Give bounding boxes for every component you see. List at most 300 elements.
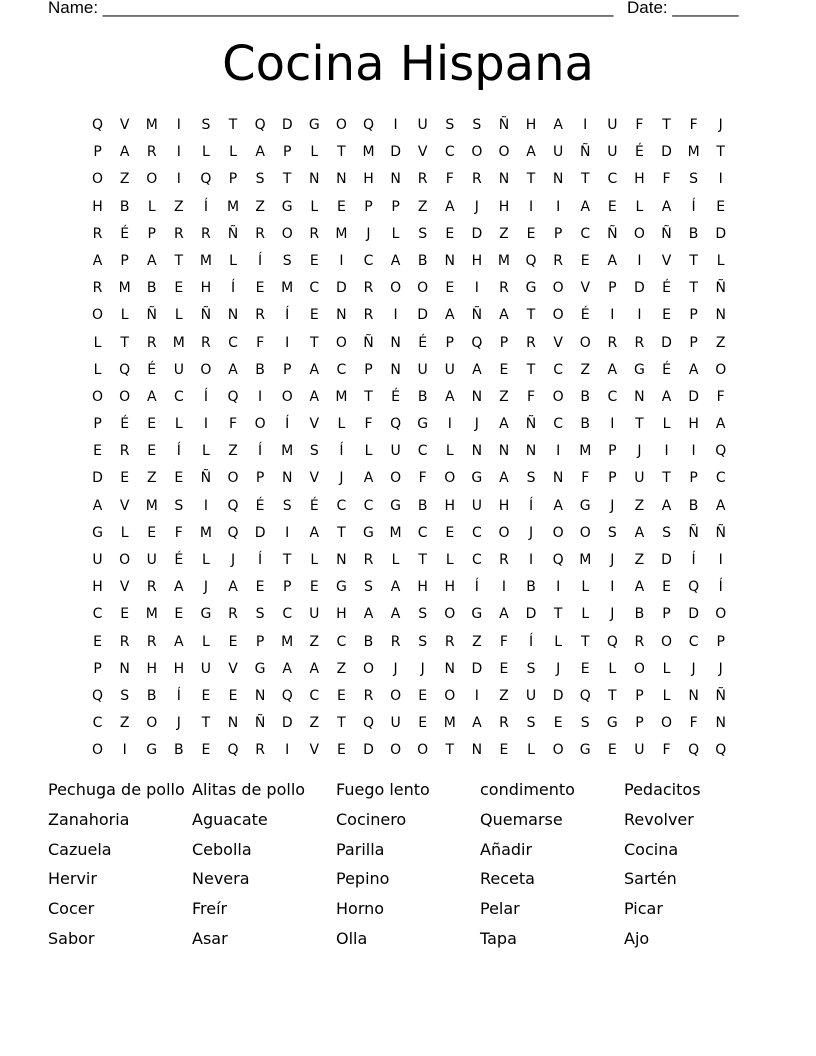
- grid-letter: Z: [336, 660, 347, 677]
- grid-letter: Í: [258, 443, 263, 460]
- grid-letter: B: [417, 497, 428, 514]
- grid-letter: R: [417, 171, 428, 188]
- grid-letter: P: [255, 470, 265, 487]
- grid-letter: E: [445, 280, 455, 297]
- grid-letter: P: [93, 660, 102, 677]
- grid-letter: L: [202, 144, 210, 161]
- grid-letter: E: [147, 443, 157, 460]
- grid-letter: S: [255, 171, 265, 188]
- word-list-item: Hervir: [48, 869, 97, 889]
- grid-letter: D: [390, 144, 401, 161]
- grid-letter: R: [309, 225, 320, 242]
- grid-letter: R: [146, 334, 157, 351]
- grid-letter: O: [661, 633, 673, 650]
- grid-letter: O: [146, 715, 158, 732]
- grid-letter: P: [689, 334, 698, 351]
- grid-letter: E: [418, 715, 428, 732]
- grid-letter: R: [607, 334, 618, 351]
- grid-letter: N: [715, 715, 726, 732]
- grid-letter: M: [199, 524, 212, 541]
- grid-letter: O: [119, 552, 131, 568]
- grid-letter: R: [499, 552, 509, 568]
- grid-letter: R: [119, 443, 130, 460]
- grid-letter: O: [633, 660, 645, 677]
- grid-letter: O: [390, 280, 402, 297]
- grid-letter: Ñ: [688, 524, 699, 541]
- grid-letter: J: [718, 660, 723, 677]
- grid-letter: M: [281, 633, 294, 650]
- grid-row: [84, 275, 734, 302]
- grid-letter: Ñ: [146, 307, 157, 324]
- grid-letter: I: [718, 552, 723, 568]
- page-title: Cocina Hispana: [222, 36, 594, 92]
- grid-letter: L: [174, 307, 183, 324]
- grid-letter: Q: [200, 171, 212, 188]
- grid-letter: U: [309, 606, 320, 623]
- grid-letter: B: [688, 497, 699, 514]
- grid-letter: O: [661, 715, 673, 732]
- grid-letter: Í: [718, 579, 723, 596]
- grid-letter: É: [255, 497, 265, 514]
- grid-letter: R: [499, 280, 509, 297]
- grid-letter: V: [553, 334, 563, 351]
- grid-letter: A: [390, 606, 401, 623]
- grid-letter: Z: [119, 171, 130, 188]
- word-list-item: Olla: [336, 928, 368, 948]
- grid-letter: T: [418, 552, 427, 568]
- word-list-item: Pechuga de pollo: [48, 780, 185, 799]
- grid-letter: S: [662, 524, 671, 541]
- grid-letter: E: [662, 579, 671, 596]
- grid-letter: A: [444, 198, 455, 215]
- grid-letter: V: [309, 742, 320, 759]
- word-list-item: Cazuela: [48, 839, 112, 859]
- grid-letter: P: [147, 225, 156, 242]
- grid-letter: T: [580, 171, 590, 188]
- grid-letter: C: [228, 334, 238, 351]
- grid-letter: C: [336, 633, 347, 650]
- grid-letter: I: [556, 579, 561, 596]
- grid-letter: F: [174, 524, 183, 541]
- grid-letter: I: [691, 443, 696, 460]
- grid-letter: E: [499, 742, 509, 759]
- grid-letter: J: [474, 198, 479, 215]
- grid-letter: É: [634, 144, 644, 161]
- grid-letter: I: [203, 497, 208, 514]
- grid-letter: I: [285, 524, 290, 541]
- grid-letter: Z: [417, 198, 428, 215]
- grid-row: [84, 302, 734, 329]
- grid-letter: A: [228, 579, 238, 596]
- grid-letter: A: [499, 606, 509, 623]
- grid-letter: O: [633, 225, 645, 242]
- grid-letter: R: [255, 742, 265, 759]
- grid-letter: U: [92, 552, 103, 568]
- grid-letter: N: [444, 252, 455, 269]
- grid-letter: P: [93, 416, 102, 433]
- grid-letter: O: [444, 470, 456, 487]
- grid-letter: O: [417, 742, 429, 759]
- grid-letter: A: [309, 524, 320, 541]
- grid-letter: R: [173, 225, 184, 242]
- grid-letter: A: [553, 117, 563, 133]
- grid-letter: Q: [606, 633, 618, 650]
- grid-letter: L: [445, 552, 454, 568]
- grid-letter: G: [579, 742, 591, 759]
- grid-letter: B: [255, 361, 265, 378]
- name-field-label[interactable]: Name: ______________________________________________________: [48, 0, 614, 17]
- grid-letter: M: [335, 388, 348, 405]
- grid-letter: E: [336, 742, 346, 759]
- grid-letter: G: [335, 579, 347, 596]
- grid-row: [84, 139, 734, 166]
- grid-letter: L: [608, 660, 617, 677]
- grid-letter: P: [282, 361, 292, 378]
- grid-letter: J: [610, 552, 615, 568]
- grid-letter: N: [498, 443, 510, 460]
- grid-letter: R: [553, 252, 563, 269]
- grid-letter: O: [92, 742, 104, 759]
- grid-letter: C: [607, 388, 618, 405]
- grid-letter: O: [362, 660, 374, 677]
- grid-letter: U: [444, 361, 455, 378]
- grid-letter: Ñ: [525, 416, 537, 433]
- grid-letter: E: [147, 416, 157, 433]
- grid-letter: O: [390, 470, 402, 487]
- grid-letter: C: [471, 552, 482, 568]
- grid-letter: O: [119, 388, 131, 405]
- grid-letter: C: [607, 171, 618, 188]
- grid-letter: N: [552, 171, 564, 188]
- word-list-item: Asar: [192, 928, 228, 948]
- grid-letter: I: [447, 416, 452, 433]
- grid-letter: P: [635, 715, 644, 732]
- grid-letter: R: [363, 307, 374, 324]
- grid-letter: M: [226, 198, 240, 215]
- grid-letter: D: [417, 307, 429, 324]
- grid-letter: A: [499, 307, 509, 324]
- grid-letter: O: [92, 307, 104, 324]
- grid-letter: É: [120, 416, 130, 433]
- grid-letter: H: [498, 198, 510, 215]
- grid-letter: E: [147, 524, 157, 541]
- grid-letter: Ñ: [200, 307, 212, 324]
- word-list-item: Sabor: [48, 928, 95, 948]
- grid-letter: M: [687, 144, 700, 161]
- grid-letter: H: [173, 660, 185, 677]
- date-field-label[interactable]: Date: _______: [627, 0, 739, 17]
- grid-letter: P: [445, 334, 454, 351]
- grid-letter: R: [146, 579, 157, 596]
- grid-letter: T: [364, 388, 373, 405]
- grid-letter: O: [444, 687, 456, 704]
- grid-letter: I: [474, 687, 479, 704]
- grid-letter: T: [608, 687, 617, 704]
- word-list-item: Cocer: [48, 899, 95, 919]
- grid-letter: Ñ: [227, 225, 239, 242]
- grid-letter: B: [146, 687, 157, 704]
- grid-letter: E: [255, 579, 265, 596]
- grid-letter: V: [119, 497, 130, 514]
- grid-letter: B: [146, 280, 157, 297]
- word-list: [48, 778, 788, 957]
- grid-letter: Q: [715, 443, 727, 460]
- grid-letter: B: [634, 606, 645, 623]
- grid-row: [84, 710, 734, 737]
- grid-letter: T: [337, 715, 346, 732]
- word-list-item: Zanahoria: [48, 809, 130, 829]
- grid-letter: A: [472, 715, 482, 732]
- word-list-item: Freír: [192, 899, 228, 919]
- grid-letter: Z: [634, 497, 645, 514]
- grid-letter: T: [553, 606, 563, 623]
- grid-letter: N: [227, 307, 239, 324]
- grid-letter: M: [118, 280, 131, 297]
- grid-letter: I: [393, 307, 398, 324]
- grid-letter: M: [145, 497, 158, 514]
- grid-letter: A: [174, 579, 184, 596]
- grid-letter: A: [499, 416, 509, 433]
- grid-letter: Í: [285, 307, 290, 324]
- grid-letter: V: [228, 660, 238, 677]
- grid-letter: E: [309, 579, 319, 596]
- grid-letter: U: [173, 361, 184, 378]
- grid-letter: L: [581, 579, 590, 596]
- grid-letter: C: [715, 470, 726, 487]
- grid-letter: E: [201, 742, 211, 759]
- grid-letter: C: [688, 633, 699, 650]
- grid-letter: N: [119, 660, 130, 677]
- grid-letter: J: [230, 552, 236, 568]
- grid-letter: D: [471, 225, 483, 242]
- grid-letter: É: [418, 334, 428, 351]
- grid-letter: V: [417, 144, 428, 161]
- grid-letter: A: [444, 307, 455, 324]
- grid-letter: T: [526, 171, 536, 188]
- grid-letter: O: [715, 361, 727, 378]
- grid-letter: H: [417, 579, 428, 596]
- grid-letter: I: [528, 198, 534, 215]
- grid-letter: C: [553, 416, 564, 433]
- grid-letter: C: [417, 443, 428, 460]
- grid-letter: Q: [688, 742, 700, 759]
- grid-letter: I: [528, 552, 534, 568]
- word-list-item: Quemarse: [480, 809, 563, 829]
- grid-letter: Í: [203, 198, 208, 215]
- grid-letter: P: [228, 171, 238, 188]
- grid-letter: T: [662, 117, 671, 133]
- grid-letter: Ñ: [661, 225, 672, 242]
- grid-letter: E: [174, 470, 184, 487]
- grid-letter: O: [498, 144, 510, 161]
- grid-letter: D: [634, 280, 645, 297]
- grid-letter: N: [336, 552, 347, 568]
- grid-letter: E: [309, 307, 319, 324]
- grid-letter: F: [581, 470, 590, 487]
- grid-letter: R: [201, 225, 211, 242]
- grid-letter: C: [336, 497, 347, 514]
- grid-letter: B: [580, 416, 591, 433]
- word-list-item: Cocina: [624, 839, 679, 859]
- word-list-item: Pelar: [480, 899, 520, 919]
- grid-letter: Z: [715, 334, 726, 351]
- grid-letter: E: [309, 252, 319, 269]
- word-list-item: Ajo: [624, 928, 650, 948]
- grid-row: [84, 357, 734, 384]
- grid-letter: M: [172, 334, 185, 351]
- grid-letter: L: [662, 687, 671, 704]
- grid-letter: V: [309, 416, 320, 433]
- grid-letter: T: [310, 334, 319, 351]
- grid-letter: O: [715, 606, 727, 623]
- grid-letter: T: [662, 470, 671, 487]
- grid-letter: Í: [258, 552, 263, 568]
- grid-letter: R: [499, 715, 509, 732]
- grid-letter: M: [579, 443, 592, 460]
- grid-letter: R: [390, 633, 401, 650]
- grid-letter: H: [634, 171, 645, 188]
- grid-letter: D: [92, 470, 103, 487]
- grid-letter: A: [255, 144, 265, 161]
- grid-letter: D: [281, 117, 293, 133]
- grid-letter: E: [93, 443, 102, 460]
- grid-letter: B: [119, 198, 130, 215]
- grid-letter: H: [146, 660, 157, 677]
- grid-letter: S: [418, 606, 428, 623]
- grid-letter: O: [417, 280, 429, 297]
- grid-letter: G: [390, 497, 401, 514]
- grid-letter: S: [174, 497, 184, 514]
- grid-letter: B: [417, 388, 428, 405]
- grid-letter: H: [498, 497, 510, 514]
- grid-letter: C: [471, 524, 482, 541]
- grid-letter: Q: [362, 117, 374, 133]
- grid-letter: E: [662, 307, 671, 324]
- grid-letter: I: [718, 171, 723, 188]
- grid-letter: M: [497, 252, 510, 269]
- grid-letter: A: [282, 660, 292, 677]
- grid-letter: Ñ: [200, 470, 212, 487]
- grid-letter: Q: [254, 117, 266, 133]
- grid-letter: A: [526, 144, 536, 161]
- grid-letter: Q: [119, 361, 131, 378]
- grid-letter: O: [552, 524, 564, 541]
- grid-letter: M: [335, 225, 348, 242]
- grid-letter: E: [174, 606, 184, 623]
- grid-letter: J: [474, 416, 479, 433]
- grid-letter: L: [662, 660, 671, 677]
- grid-row: [84, 737, 734, 764]
- grid-letter: D: [661, 334, 672, 351]
- grid-letter: Ñ: [471, 307, 483, 324]
- grid-letter: O: [552, 307, 564, 324]
- grid-letter: E: [607, 742, 617, 759]
- grid-letter: G: [471, 606, 483, 623]
- grid-letter: N: [281, 470, 293, 487]
- grid-letter: A: [146, 388, 157, 405]
- grid-letter: V: [119, 579, 130, 596]
- word-list-item: Fuego lento: [336, 780, 430, 799]
- grid-letter: A: [661, 388, 672, 405]
- grid-letter: C: [444, 144, 455, 161]
- grid-letter: B: [174, 742, 184, 759]
- grid-letter: D: [661, 144, 672, 161]
- grid-letter: H: [92, 198, 103, 215]
- grid-letter: Í: [691, 552, 696, 568]
- grid-letter: F: [445, 171, 454, 188]
- grid-letter: E: [120, 470, 130, 487]
- grid-letter: E: [174, 280, 184, 297]
- grid-letter: F: [689, 117, 698, 133]
- grid-letter: L: [310, 552, 319, 568]
- grid-letter: T: [282, 171, 292, 188]
- grid-letter: C: [553, 361, 564, 378]
- grid-letter: E: [336, 198, 346, 215]
- grid-letter: H: [336, 606, 347, 623]
- grid-letter: E: [255, 280, 265, 297]
- grid-letter: R: [471, 171, 482, 188]
- grid-letter: A: [174, 633, 184, 650]
- grid-letter: E: [445, 225, 455, 242]
- grid-letter: P: [391, 198, 400, 215]
- grid-letter: É: [174, 552, 184, 568]
- grid-letter: Í: [176, 687, 181, 704]
- grid-letter: O: [444, 606, 456, 623]
- grid-letter: Ñ: [579, 144, 591, 161]
- grid-letter: R: [444, 633, 455, 650]
- grid-letter: D: [336, 280, 347, 297]
- grid-letter: F: [527, 388, 536, 405]
- grid-letter: L: [310, 198, 319, 215]
- grid-letter: D: [688, 388, 699, 405]
- grid-letter: Ñ: [498, 117, 510, 133]
- grid-letter: N: [552, 470, 564, 487]
- grid-letter: L: [93, 334, 102, 351]
- grid-letter: S: [418, 225, 428, 242]
- word-list-item: Receta: [480, 869, 535, 889]
- grid-letter: A: [363, 606, 374, 623]
- grid-letter: R: [526, 334, 536, 351]
- grid-letter: E: [716, 198, 726, 215]
- word-list-item: Horno: [336, 899, 385, 919]
- grid-row: [84, 547, 734, 574]
- grid-letter: M: [443, 715, 456, 732]
- grid-letter: L: [554, 633, 563, 650]
- grid-letter: R: [146, 144, 157, 161]
- grid-letter: J: [420, 660, 425, 677]
- grid-letter: Í: [528, 633, 534, 650]
- grid-letter: O: [92, 388, 104, 405]
- grid-letter: L: [120, 307, 129, 324]
- grid-letter: S: [445, 117, 455, 133]
- grid-letter: C: [363, 252, 374, 269]
- grid-letter: S: [526, 660, 536, 677]
- grid-letter: Í: [203, 388, 208, 405]
- grid-letter: A: [390, 252, 401, 269]
- grid-letter: M: [281, 280, 294, 297]
- grid-letter: S: [418, 633, 428, 650]
- grid-letter: A: [553, 497, 563, 514]
- grid-letter: R: [146, 633, 157, 650]
- grid-letter: Ñ: [607, 225, 618, 242]
- grid-letter: Ñ: [254, 715, 266, 732]
- grid-letter: A: [444, 388, 455, 405]
- word-list-item: Aguacate: [192, 809, 268, 829]
- grid-letter: T: [689, 252, 698, 269]
- grid-letter: N: [227, 715, 239, 732]
- grid-letter: I: [285, 334, 290, 351]
- grid-letter: O: [390, 742, 402, 759]
